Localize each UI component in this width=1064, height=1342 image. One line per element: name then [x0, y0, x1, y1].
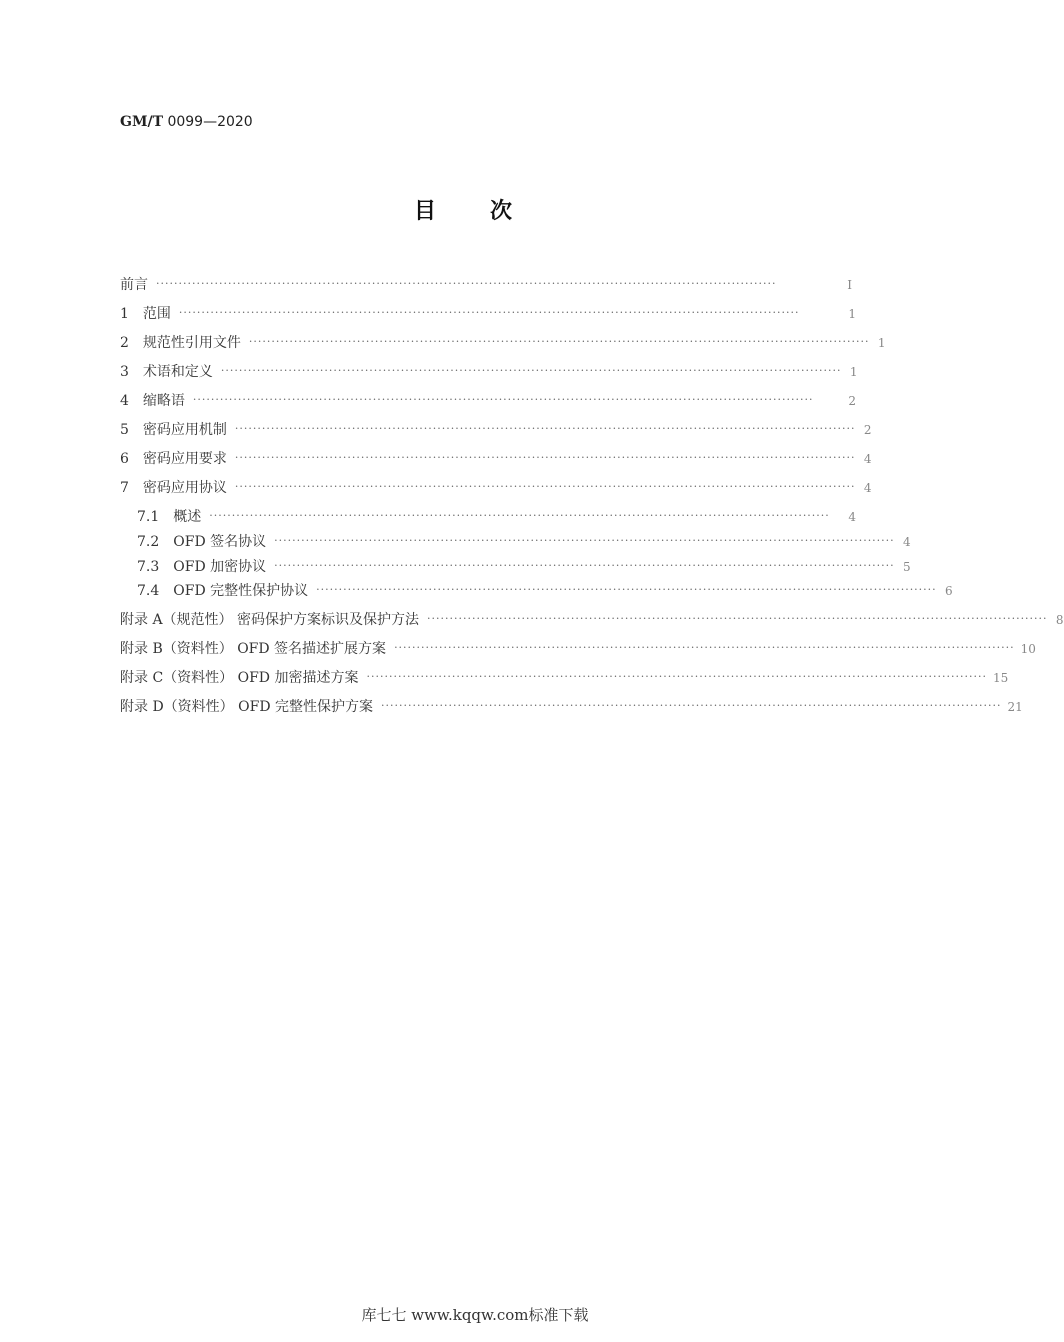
toc-subentry[interactable]: [137, 581, 953, 601]
toc-entry-label: [137, 532, 266, 552]
toc-entry-page: 1: [849, 365, 858, 379]
toc-leader-dots: ··········································································································································: [192, 393, 814, 406]
toc-entry-page: 21: [1007, 700, 1023, 714]
page-title: 目次: [413, 199, 566, 224]
toc-leader-dots: ··········································································································································: [248, 335, 870, 348]
toc-entry[interactable]: [120, 420, 872, 440]
toc-entry-title: 缩略语: [142, 393, 185, 409]
toc-entry-label: [137, 557, 266, 577]
toc-entry-page: 8: [1055, 613, 1064, 627]
toc-entry-page: 1: [848, 307, 856, 321]
toc-leader-dots: ··········································································································································: [156, 277, 777, 290]
toc-entry-label: [120, 391, 185, 411]
toc-subentry[interactable]: [137, 557, 911, 577]
toc-entry-number: 2: [120, 335, 129, 351]
toc-entry-label: [120, 304, 171, 324]
toc-entry[interactable]: [120, 478, 872, 498]
toc-entry-label: [137, 507, 201, 527]
toc-entry-number: 7: [120, 480, 129, 496]
toc-entry-title: 密码应用协议: [142, 480, 227, 496]
toc-entry-page: 1: [877, 336, 886, 350]
toc-entry-page: 5: [903, 560, 911, 574]
toc-entry-title: OFD 完整性保护协议: [173, 583, 309, 599]
toc-entry-page: 15: [993, 671, 1009, 685]
toc-leader-dots: ··········································································································································: [220, 364, 842, 377]
toc-leader-dots: ··········································································································································: [234, 451, 856, 464]
toc-entry-number: 5: [120, 422, 129, 438]
toc-entry-label: [120, 362, 213, 382]
toc-entry-title: 概述: [173, 509, 202, 525]
toc-leader-dots: ··········································································································································: [274, 559, 895, 572]
toc-entry-number: 6: [120, 451, 129, 467]
toc-entry-number: 7.1: [137, 509, 160, 525]
toc-entry[interactable]: [120, 362, 856, 382]
toc-entry-label: 附录 C（资料性） OFD 加密描述方案: [120, 670, 359, 686]
toc-entry-page: I: [847, 278, 852, 292]
toc-entry-label: [137, 581, 308, 601]
toc-entry-page: 4: [848, 510, 856, 524]
toc-leader-dots: ··········································································································································: [316, 583, 937, 596]
toc-entry-label: [120, 420, 227, 440]
toc-entry[interactable]: [120, 304, 856, 324]
toc-entry-number: 7.2: [137, 534, 160, 550]
toc-leader-dots: ··········································································································································: [394, 641, 1015, 654]
toc-entry[interactable]: [120, 391, 856, 411]
toc-entry-page: 4: [903, 535, 911, 549]
watermark-footer: 库七七 www.kqqw.com标准下载: [361, 1306, 589, 1324]
toc-entry-number: 7.3: [137, 559, 160, 575]
standard-prefix: GM/T: [120, 114, 163, 130]
toc-entry-label: 前言: [120, 277, 148, 293]
toc-entry-label: 附录 B（资料性） OFD 签名描述扩展方案: [120, 641, 387, 657]
toc-entry-title: 密码应用要求: [142, 451, 227, 467]
toc-entry-title: 规范性引用文件: [142, 335, 241, 351]
toc-entry-page: 4: [863, 452, 872, 466]
toc-entry-number: 7.4: [137, 583, 160, 599]
toc-entry-page: 2: [863, 423, 872, 437]
toc-entry-title: 密码应用机制: [142, 422, 227, 438]
toc-entry-number: 1: [120, 306, 129, 322]
toc-appendix-entry[interactable]: [120, 697, 1023, 717]
toc-entry-label: [120, 449, 227, 469]
toc-appendix-entry[interactable]: [120, 639, 1036, 659]
toc-appendix-entry[interactable]: [120, 668, 1009, 688]
toc-leader-dots: ··········································································································································: [427, 612, 1048, 625]
toc-entry-title: 范围: [142, 306, 171, 322]
toc-subentry[interactable]: [137, 507, 856, 527]
toc-entry-title: OFD 签名协议: [173, 534, 267, 550]
toc-entry[interactable]: [120, 275, 852, 295]
toc-entry-title: 术语和定义: [142, 364, 213, 380]
toc-leader-dots: ··········································································································································: [381, 699, 1002, 712]
toc-appendix-entry[interactable]: [120, 610, 1064, 630]
toc-entry-page: 4: [863, 481, 872, 495]
toc-entry-page: 2: [848, 394, 856, 408]
toc-leader-dots: ··········································································································································: [209, 509, 830, 522]
toc-entry-label: [120, 478, 227, 498]
toc-leader-dots: ··········································································································································: [178, 306, 800, 319]
toc-entry-label: [120, 333, 241, 353]
toc-leader-dots: ··········································································································································: [274, 534, 895, 547]
toc-entry[interactable]: [120, 449, 872, 469]
standard-number: 0099—2020: [167, 114, 253, 130]
toc-leader-dots: ··········································································································································: [234, 422, 856, 435]
toc-entry-title: OFD 加密协议: [173, 559, 267, 575]
toc-entry-number: 4: [120, 393, 129, 409]
toc-entry-number: 3: [120, 364, 129, 380]
toc-subentry[interactable]: [137, 532, 911, 552]
toc-entry-label: 附录 A（规范性） 密码保护方案标识及保护方法: [120, 612, 420, 628]
toc-leader-dots: ··········································································································································: [366, 670, 988, 683]
toc-leader-dots: ··········································································································································: [234, 480, 856, 493]
toc-entry-page: 10: [1020, 642, 1036, 656]
toc-entry-page: 6: [945, 584, 953, 598]
toc-entry[interactable]: [120, 333, 886, 353]
toc-entry-label: 附录 D（资料性） OFD 完整性保护方案: [120, 699, 373, 715]
